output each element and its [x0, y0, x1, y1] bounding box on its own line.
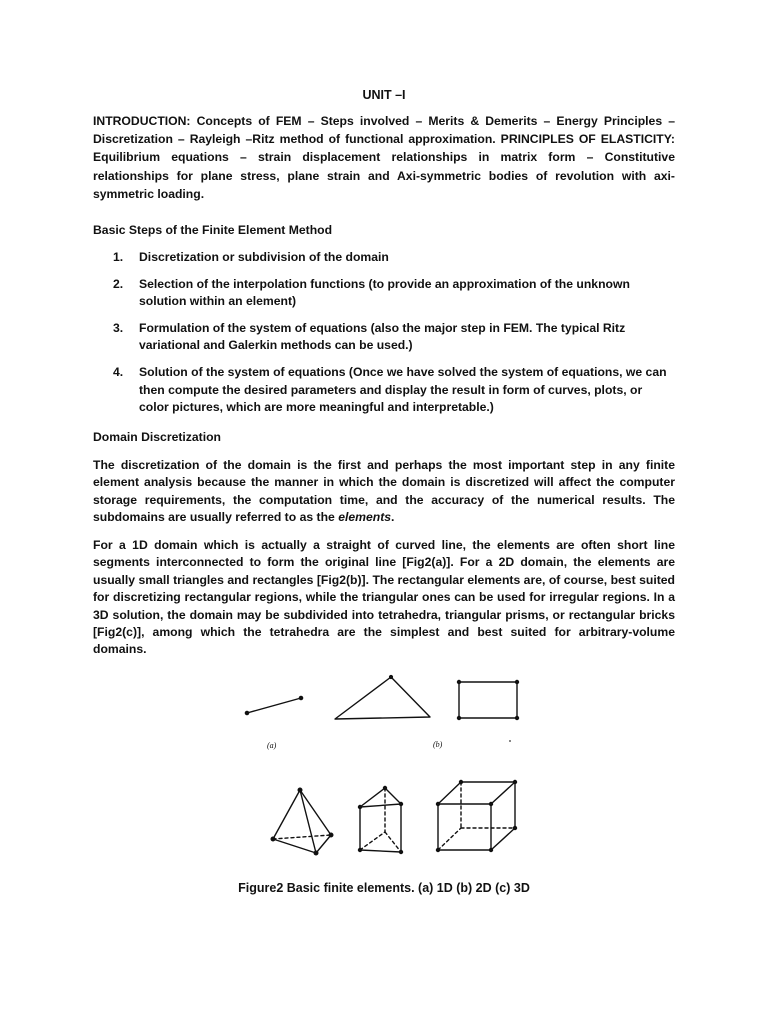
rectangle-element-2d — [458, 681, 519, 720]
figure-caption: Figure2 Basic finite elements. (a) 1D (b) 2D (c) 3D — [238, 881, 530, 895]
list-item-text: Formulation of the system of equations (also the major step in FEM. The typical Ritz variational and Galerkin methods can be used.) — [139, 320, 626, 353]
triangle-element-2d — [335, 676, 430, 719]
speck-mark — [509, 740, 511, 742]
line-element-1d — [245, 696, 302, 714]
figure-label-b: (b) — [433, 740, 443, 749]
discretization-paragraph-1 — [93, 457, 675, 527]
domain-discretization-heading: Domain Discretization — [93, 430, 221, 444]
list-item — [113, 249, 675, 267]
list-item-number: 2. — [113, 276, 124, 291]
list-item — [113, 276, 675, 311]
list-item-number: 4. — [113, 364, 124, 379]
list-item-number: 3. — [113, 320, 124, 335]
basic-steps-heading: Basic Steps of the Finite Element Method — [93, 223, 333, 237]
list-item — [113, 364, 675, 417]
paragraph-text-end: . — [391, 510, 395, 525]
discretization-paragraph-2: For a 1D domain which is actually a straight of curved line, the elements are often short line segments interconnected to form the original line [Fig2(a)]. For a 2D domain, the elements are usually small triangles and rectangles [Fig2(b)]. The rectangular elements are, of course, best suited for discretizing rectangular regions, while the triangular ones can be used for irregular regions. In a 3D solution, the domain may be subdivided into tetrahedra, triangular prisms, or rectangular bricks [Fig2(c)], among which the tetrahedra are the simplest and best suited for arbitrary-volume domains. — [93, 538, 675, 657]
paragraph-text: The discretization of the domain is the first and perhaps the most important step in any finite element analysis because the manner in which the domain is discretized will affect the computer storage requirements, the computation time, and the accuracy of the numerical results. The subdomains are usually referred to as the — [93, 458, 675, 525]
list-item-text: Selection of the interpolation functions (to provide an approximation of the unknown solution within an element) — [139, 276, 630, 309]
list-item-number: 1. — [113, 250, 124, 264]
figure-label-a: (a) — [267, 741, 277, 750]
list-item — [113, 320, 675, 355]
unit-title: UNIT –I — [362, 88, 406, 102]
brick-element-3d — [437, 781, 517, 852]
list-item-text: Solution of the system of equations (Once we have solved the system of equations, we can then compute the desired parameters and display the result in form of curves, plots, or color pictures, which are more meaningful and interpretable.) — [139, 364, 667, 415]
intro-paragraph: INTRODUCTION: Concepts of FEM – Steps involved – Merits & Demerits – Energy Principles – Discretization – Rayleigh –Ritz method of functional approximation. PRINCIPLES OF ELASTICITY: Equilibrium equations – strain displacement relationships in matrix form – Constitutive relationships for plane stress, plane strain and Axi-symmetric bodies of revolution with axi-symmetric loading. — [93, 114, 675, 201]
tetrahedron-element-3d — [271, 788, 333, 855]
basic-steps-list — [113, 249, 675, 426]
list-item-text: Discretization or subdivision of the domain — [139, 250, 389, 264]
emphasis-text: elements — [338, 510, 392, 525]
prism-element-3d — [359, 787, 403, 854]
